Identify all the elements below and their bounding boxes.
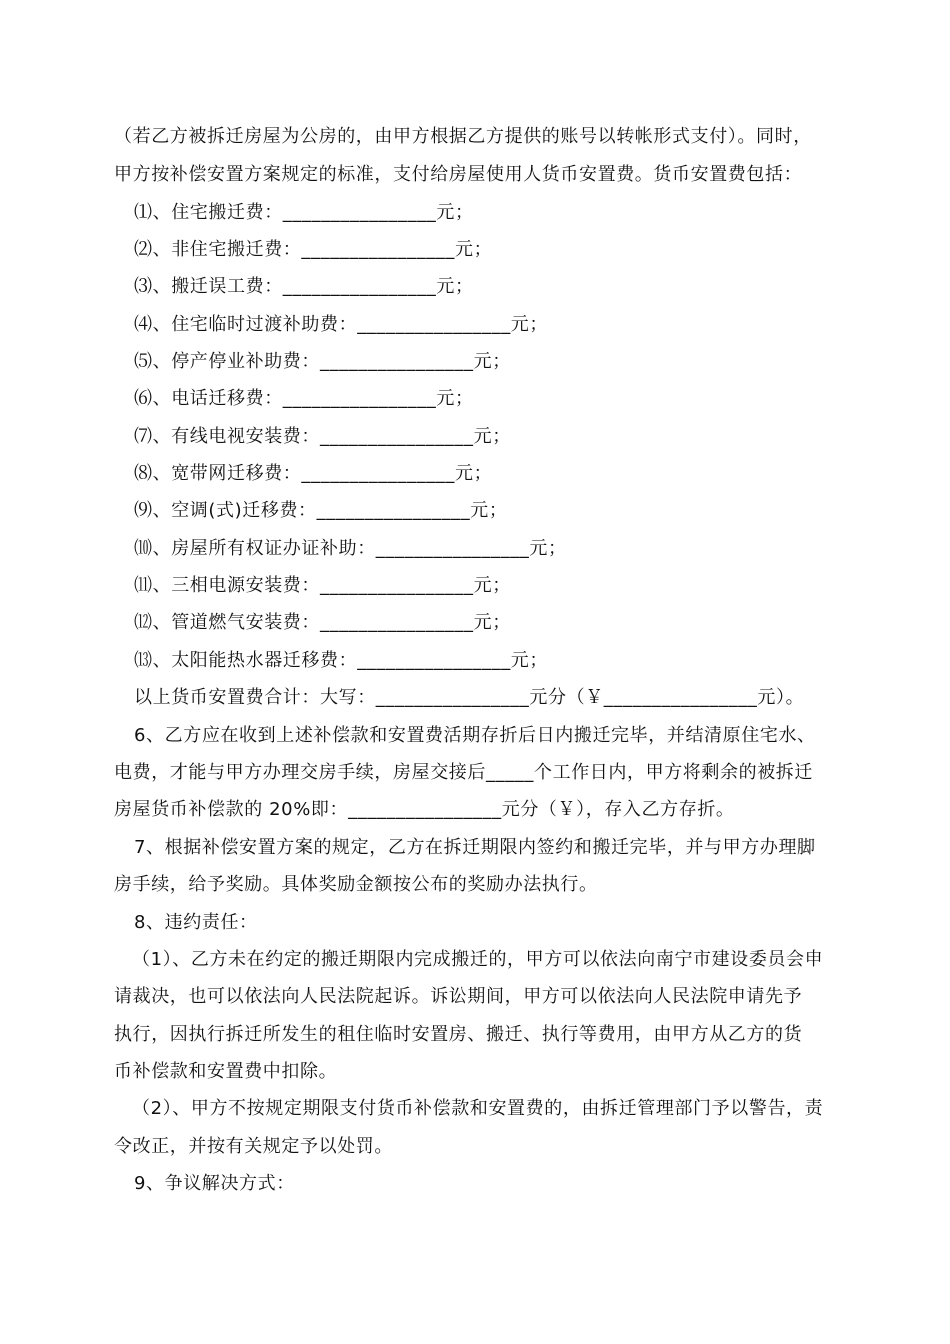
clause-8-1-line: 执行，因执行拆迁所发生的租住临时安置房、搬迁、执行等费用，由甲方从乙方的货: [114, 1024, 803, 1045]
clause-8-2-line: 令改正，并按有关规定予以处罚。: [114, 1136, 393, 1157]
fee-item-telephone: ⑹、电话迁移费：________________元；: [134, 388, 474, 409]
fee-item-cable-tv: ⑺、有线电视安装费：________________元；: [134, 426, 511, 447]
clause-8-1-line: 请裁决，也可以依法向人民法院起诉。诉讼期间，甲方可以依法向人民法院申请先予: [114, 986, 803, 1007]
fee-item-non-residential-moving: ⑵、非住宅搬迁费：________________元；: [134, 239, 493, 260]
clause-6-line: 电费，才能与甲方办理交房手续，房屋交接后_____个工作日内，甲方将剩余的被拆迁: [114, 762, 813, 783]
clause-7-line: 7、根据补偿安置方案的规定，乙方在拆迁期限内签约和搬迁完毕，并与甲方办理脚: [134, 837, 816, 858]
fee-item-solar-heater: ⒀、太阳能热水器迁移费：________________元；: [134, 650, 548, 671]
clause-8-1-line: 币补偿款和安置费中扣除。: [114, 1061, 338, 1082]
fee-item-air-conditioner: ⑼、空调(式)迁移费：________________元；: [134, 500, 508, 521]
clause-8-1-line: （1）、乙方未在约定的搬迁期限内完成搬迁的，甲方可以依法向南宁市建设委员会申: [132, 949, 824, 970]
clause-7-line: 房手续，给予奖励。具体奖励金额按公布的奖励办法执行。: [114, 874, 598, 895]
fee-item-gas-pipeline: ⑿、管道燃气安装费：________________元；: [134, 612, 511, 633]
clause-6-line: 6、乙方应在收到上述补偿款和安置费活期存折后日内搬迁完毕，并结清原住宅水、: [134, 725, 816, 746]
clause-6-line: 房屋货币补偿款的 20%即：________________元分（￥），存入乙方存折。: [114, 799, 735, 820]
fee-item-temporary-transition: ⑷、住宅临时过渡补助费：________________元；: [134, 314, 548, 335]
fee-item-three-phase-power: ⑾、三相电源安装费：________________元；: [134, 575, 511, 596]
fee-total-line: 以上货币安置费合计：大写：________________元分（￥________________元）。: [134, 687, 805, 708]
fee-item-broadband: ⑻、宽带网迁移费：________________元；: [134, 463, 493, 484]
fee-item-ownership-certificate: ⑽、房屋所有权证办证补助：________________元；: [134, 538, 567, 559]
clause-8-heading: 8、违约责任：: [134, 912, 258, 933]
fee-item-business-suspension: ⑸、停产停业补助费：________________元；: [134, 351, 511, 372]
fee-item-residential-moving: ⑴、住宅搬迁费：________________元；: [134, 202, 474, 223]
clause-9-heading: 9、争议解决方式：: [134, 1173, 295, 1194]
fee-item-lost-work: ⑶、搬迁误工费：________________元；: [134, 276, 474, 297]
paragraph-line: 甲方按补偿安置方案规定的标准，支付给房屋使用人货币安置费。货币安置费包括：: [114, 164, 803, 185]
paragraph-line: （若乙方被拆迁房屋为公房的，由甲方根据乙方提供的账号以转帐形式支付）。同时，: [114, 126, 812, 147]
clause-8-2-line: （2）、甲方不按规定期限支付货币补偿款和安置费的，由拆迁管理部门予以警告，责: [132, 1098, 824, 1119]
